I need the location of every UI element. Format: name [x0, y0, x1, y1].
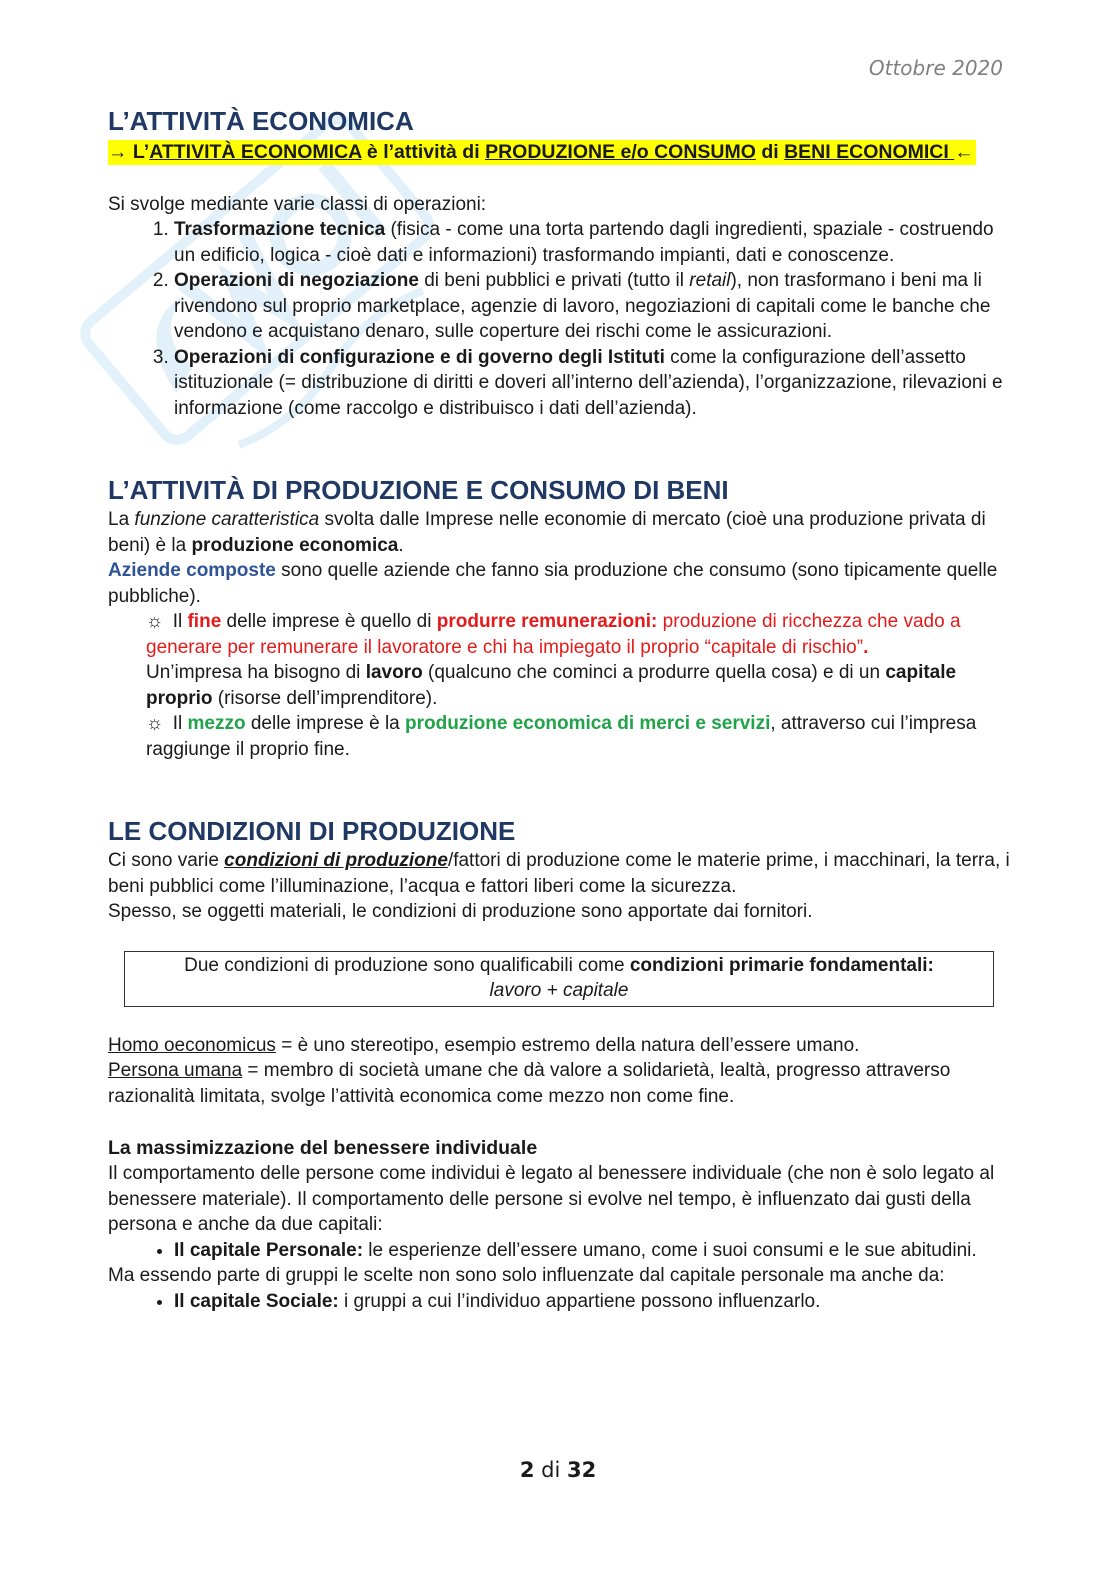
definition-highlight: → L’ATTIVITÀ ECONOMICA è l’attività di PRODUZIONE e/o CONSUMO di BENI ECONOMICI ← [108, 141, 974, 163]
definition-homo-oeconomicus: Homo oeconomicus = è uno stereotipo, esempio estremo della natura dell’essere umano. [108, 1034, 860, 1056]
list-item: 2. Operazioni di negoziazione di beni pubblici e privati (tutto il retail), non trasformano i beni ma li rivendono sul proprio marketplace, agenzie di lavoro, negoziazioni di capitali come le banche che vendono e acquistano denaro, sulle coperture dei rischi come le assicurazioni. [174, 268, 1012, 345]
page-number: 2 di 32 [519, 1458, 597, 1482]
section-title-attivita-economica: L’ATTIVITÀ ECONOMICA [108, 106, 414, 136]
bullet-mezzo: ☼ Il mezzo delle imprese è la produzione economica di merci e servizi, attraverso cui l’impresa raggiunge il proprio fine. [146, 713, 977, 760]
operations-intro: Si svolge mediante varie classi di operazioni: [108, 193, 487, 215]
list-item: 3. Operazioni di configurazione e di governo degli Istituti come la configurazione dell’assetto istituzionale (= distribuzione di diritti e doveri all’interno dell’azienda), l’organizzazione, rilevazioni e informazione (come raccolgo e distribuisco i dati dell’azienda). [174, 345, 1012, 422]
capital-list-social [108, 1289, 1012, 1315]
page-content [108, 104, 1012, 1314]
arrow-left-icon: ← [954, 141, 974, 163]
sun-icon: ☼ [146, 713, 164, 734]
header-date: Ottobre 2020 [868, 56, 1003, 80]
sun-icon: ☼ [146, 611, 164, 632]
bullet-fine: ☼ Il fine delle imprese è quello di produrre remunerazioni: produzione di ricchezza che vado a generare per remunerare il lavoratore e chi ha impiegato il proprio “capitale di rischio”. Un’impresa ha bisogno di lavoro (qualcuno che cominci a produrre quella cosa) e di un capitale proprio (risorse dell’imprenditore). [146, 611, 961, 709]
paragraph-gruppi: Ma essendo parte di gruppi le scelte non sono solo influenzate dal capitale personale ma anche da: [108, 1265, 945, 1286]
definition-persona-umana: Persona umana = membro di società umane che dà valore a solidarietà, lealtà, progresso attraverso razionalità limitata, svolge l’attività economica come mezzo non come fine. [108, 1060, 951, 1107]
capital-list-personal [108, 1238, 1012, 1264]
operations-list [108, 217, 1012, 421]
subsection-title-benessere: La massimizzazione del benessere individuale [108, 1137, 538, 1159]
list-item: • Il capitale Sociale: i gruppi a cui l’individuo appartiene possono influenzarlo. [174, 1289, 1012, 1315]
arrow-right-icon: → [108, 141, 128, 163]
paragraph-fornitori: Spesso, se oggetti materiali, le condizioni di produzione sono apportate dai fornitori. [108, 901, 813, 922]
list-item: 1. Trasformazione tecnica (fisica - come una torta partendo dagli ingredienti, spaziale - costruendo un edificio, logica - cioè dati e informazioni) trasformando impianti, dati e conoscenze. [174, 217, 1012, 268]
paragraph-aziende-composte: Aziende composte sono quelle aziende che fanno sia produzione che consumo (sono tipicamente quelle pubbliche). [108, 560, 998, 607]
fundamental-conditions-box: Due condizioni di produzione sono qualificabili come condizioni primarie fondamentali: lavoro + capitale [124, 951, 994, 1007]
list-item: • Il capitale Personale: le esperienze dell’essere umano, come i suoi consumi e le sue abitudini. [174, 1238, 1012, 1264]
section-title-produzione-consumo: L’ATTIVITÀ DI PRODUZIONE E CONSUMO DI BENI [108, 475, 729, 505]
section-title-condizioni: LE CONDIZIONI DI PRODUZIONE [108, 816, 516, 846]
paragraph-funzione: La funzione caratteristica svolta dalle Imprese nelle economie di mercato (cioè una produzione privata di beni) è la produzione economica. [108, 509, 986, 556]
paragraph-condizioni: Ci sono varie condizioni di produzione/fattori di produzione come le materie prime, i macchinari, la terra, i beni pubblici come l’illuminazione, l’acqua e fattori liberi come la sicurezza. [108, 850, 1010, 897]
paragraph-comportamento: Il comportamento delle persone come individui è legato al benessere individuale (che non è solo legato al benessere materiale). Il comportamento delle persone si evolve nel tempo, è influenzato dai gusti della persona e anche da due capitali: [108, 1163, 995, 1235]
